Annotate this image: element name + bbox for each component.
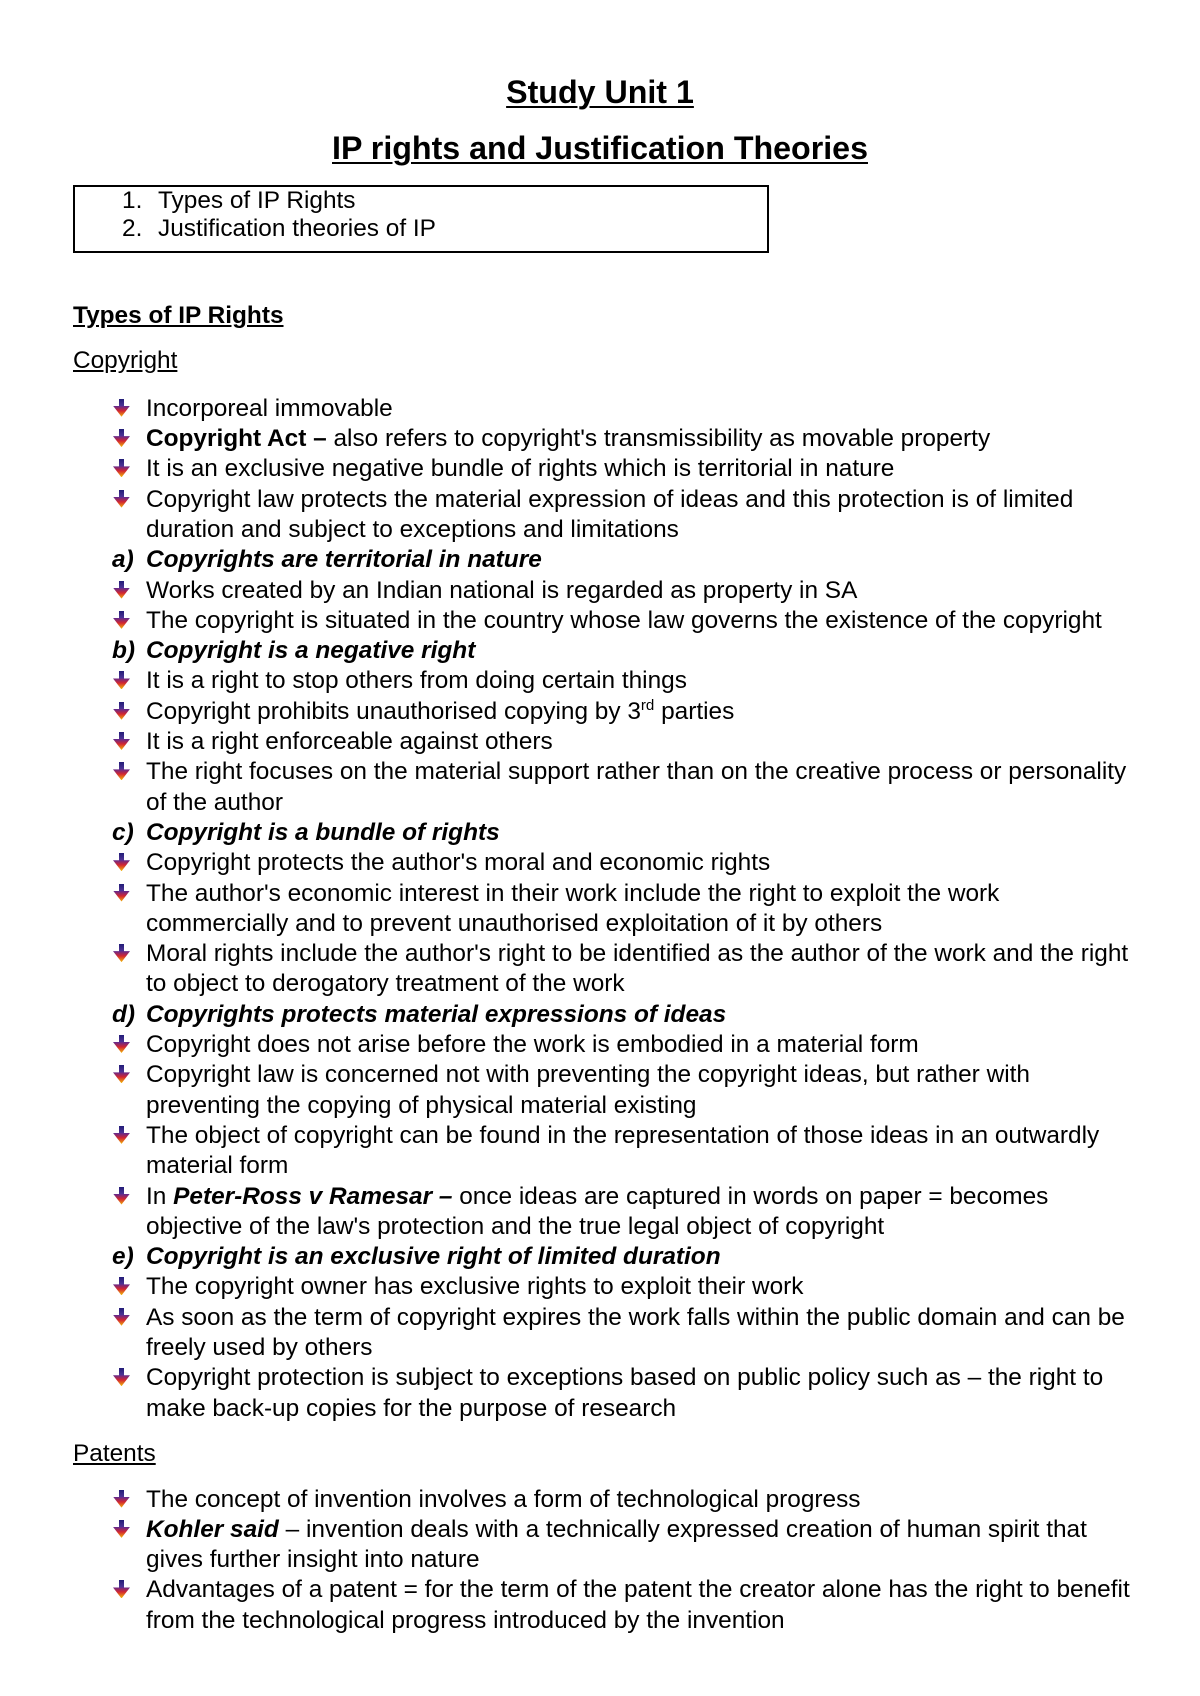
arrow-bullet-icon	[112, 1035, 131, 1054]
arrow-bullet-icon	[112, 853, 131, 872]
list-item	[73, 848, 1140, 878]
item-text-rest: once ideas are captured in words on paper = becomes	[452, 1182, 1049, 1210]
subheading-marker: d)	[112, 1000, 136, 1028]
list-item	[73, 1182, 1140, 1243]
item-text: freely used by others	[146, 1333, 373, 1361]
item-emphasis: Copyright Act –	[146, 425, 327, 453]
list-item	[73, 454, 1140, 484]
list-item	[73, 394, 1140, 424]
item-text: It is a right to stop others from doing certain things	[146, 667, 687, 695]
outline-item	[75, 187, 767, 215]
section-heading	[73, 301, 1140, 331]
subheading-title: Copyrights protects material expressions of ideas	[146, 1000, 727, 1028]
item-text-rest: parties	[654, 697, 735, 725]
outline-text: Justification theories of IP	[158, 215, 436, 243]
item-line	[146, 1182, 1140, 1212]
copyright-list	[73, 394, 1140, 1424]
arrow-bullet-icon	[112, 1308, 131, 1327]
item-text: Moral rights include the author's right to be identified as the author of the work and the right	[146, 940, 1129, 968]
item-line	[146, 1515, 1140, 1545]
arrow-bullet-icon	[112, 1277, 131, 1296]
arrow-bullet-icon	[112, 732, 131, 751]
arrow-bullet-icon	[112, 581, 131, 600]
arrow-bullet-icon	[112, 399, 131, 418]
item-text: The author's economic interest in their work include the right to exploit the work	[146, 879, 1000, 907]
item-text: In	[146, 1182, 174, 1210]
page-title	[0, 73, 1200, 111]
subheading	[73, 1000, 1140, 1030]
list-item	[73, 697, 1140, 727]
subheading-marker: a)	[112, 546, 134, 574]
list-item	[73, 1363, 1140, 1424]
arrow-bullet-icon	[112, 1187, 131, 1206]
list-item	[73, 1485, 1140, 1515]
arrow-bullet-icon	[112, 1126, 131, 1145]
content	[73, 301, 1140, 1636]
list-item	[73, 606, 1140, 636]
item-text: commercially and to prevent unauthorised exploitation of it by others	[146, 909, 883, 937]
item-text: Incorporeal immovable	[146, 394, 393, 422]
subheading	[73, 818, 1140, 848]
item-text: Copyright law protects the material expression of ideas and this protection is of limited	[146, 485, 1074, 513]
list-item	[73, 1515, 1140, 1576]
list-item	[73, 1060, 1140, 1121]
list-item	[73, 1575, 1140, 1636]
arrow-bullet-icon	[112, 1065, 131, 1084]
subheading	[73, 1242, 1140, 1272]
item-text: from the technological progress introduced by the invention	[146, 1606, 785, 1634]
item-text: Works created by an Indian national is regarded as property in SA	[146, 576, 858, 604]
list-item	[73, 939, 1140, 1000]
list-item	[73, 727, 1140, 757]
item-line	[146, 424, 1140, 454]
item-text: Advantages of a patent = for the term of the patent the creator alone has the right to benefit	[146, 1576, 1130, 1604]
item-text: objective of the law's protection and the true legal object of copyright	[146, 1212, 885, 1240]
item-text: The right focuses on the material support rather than on the creative process or personality	[146, 758, 1127, 786]
subheading-marker: b)	[112, 637, 136, 665]
page-subtitle	[0, 129, 1200, 167]
page-title-text: Study Unit 1	[506, 74, 694, 110]
copyright-heading	[73, 346, 1140, 376]
author-name: Kohler said	[146, 1515, 279, 1543]
arrow-bullet-icon	[112, 884, 131, 903]
item-text: The concept of invention involves a form of technological progress	[146, 1485, 861, 1513]
item-text: material form	[146, 1152, 289, 1180]
arrow-bullet-icon	[112, 944, 131, 963]
outline-number: 1.	[122, 187, 143, 214]
item-text: make back-up copies for the purpose of research	[146, 1394, 677, 1422]
page-subtitle-text: IP rights and Justification Theories	[332, 130, 868, 166]
subheading	[73, 545, 1140, 575]
item-text: duration and subject to exceptions and limitations	[146, 515, 679, 543]
item-text: Copyright prohibits unauthorised copying by 3	[146, 697, 641, 725]
item-line	[146, 697, 1140, 727]
item-text: As soon as the term of copyright expires the work falls within the public domain and can be	[146, 1303, 1125, 1331]
outline-text: Types of IP Rights	[158, 187, 356, 214]
patents-heading-text: Patents	[73, 1439, 156, 1467]
outline-item	[75, 215, 767, 243]
list-item	[73, 1121, 1140, 1182]
outline-box	[73, 185, 769, 253]
arrow-bullet-icon	[112, 762, 131, 781]
list-item	[73, 879, 1140, 940]
item-text: preventing the copying of physical material existing	[146, 1091, 697, 1119]
subheading-marker: e)	[112, 1243, 134, 1271]
item-text: of the author	[146, 788, 283, 816]
subheading	[73, 636, 1140, 666]
arrow-bullet-icon	[112, 429, 131, 448]
list-item	[73, 424, 1140, 454]
list-item	[73, 1303, 1140, 1364]
patents-list	[73, 1485, 1140, 1636]
item-text: Copyright does not arise before the work is embodied in a material form	[146, 1031, 919, 1059]
subheading-title: Copyright is an exclusive right of limited duration	[146, 1243, 721, 1271]
item-text: It is a right enforceable against others	[146, 728, 553, 756]
list-item	[73, 485, 1140, 546]
subheading-marker: c)	[112, 818, 134, 846]
subheading-title: Copyright is a bundle of rights	[146, 818, 500, 846]
item-text: to object to derogatory treatment of the work	[146, 970, 625, 998]
item-text: gives further insight into nature	[146, 1546, 480, 1574]
patents-heading	[73, 1439, 1140, 1469]
item-text: also refers to copyright's transmissibility as movable property	[326, 425, 991, 453]
item-text: The copyright owner has exclusive rights to exploit their work	[146, 1273, 804, 1301]
item-superscript: rd	[640, 697, 655, 715]
arrow-bullet-icon	[112, 1368, 131, 1387]
outline-number: 2.	[122, 215, 143, 243]
section-heading-text: Types of IP Rights	[73, 302, 284, 329]
arrow-bullet-icon	[112, 671, 131, 690]
arrow-bullet-icon	[112, 490, 131, 509]
list-item	[73, 576, 1140, 606]
arrow-bullet-icon	[112, 1490, 131, 1509]
copyright-heading-text: Copyright	[73, 346, 178, 374]
arrow-bullet-icon	[112, 1580, 131, 1599]
arrow-bullet-icon	[112, 611, 131, 630]
list-item	[73, 757, 1140, 818]
arrow-bullet-icon	[112, 702, 131, 721]
item-text: The copyright is situated in the country whose law governs the existence of the copyright	[146, 606, 1102, 634]
item-text: Copyright law is concerned not with preventing the copyright ideas, but rather with	[146, 1061, 1030, 1089]
item-text: Copyright protection is subject to exceptions based on public policy such as – the right to	[146, 1364, 1104, 1392]
case-name: Peter-Ross v Ramesar –	[173, 1182, 453, 1210]
subheading-title: Copyrights are territorial in nature	[146, 546, 542, 574]
subheading-title: Copyright is a negative right	[146, 637, 476, 665]
item-text: It is an exclusive negative bundle of rights which is territorial in nature	[146, 455, 895, 483]
item-text: Copyright protects the author's moral and economic rights	[146, 849, 771, 877]
item-text: The object of copyright can be found in the representation of those ideas in an outwardly	[146, 1121, 1100, 1149]
list-item	[73, 1272, 1140, 1302]
item-text-rest: – invention deals with a technically expressed creation of human spirit that	[278, 1515, 1087, 1543]
list-item	[73, 1030, 1140, 1060]
list-item	[73, 666, 1140, 696]
arrow-bullet-icon	[112, 1520, 131, 1539]
arrow-bullet-icon	[112, 459, 131, 478]
